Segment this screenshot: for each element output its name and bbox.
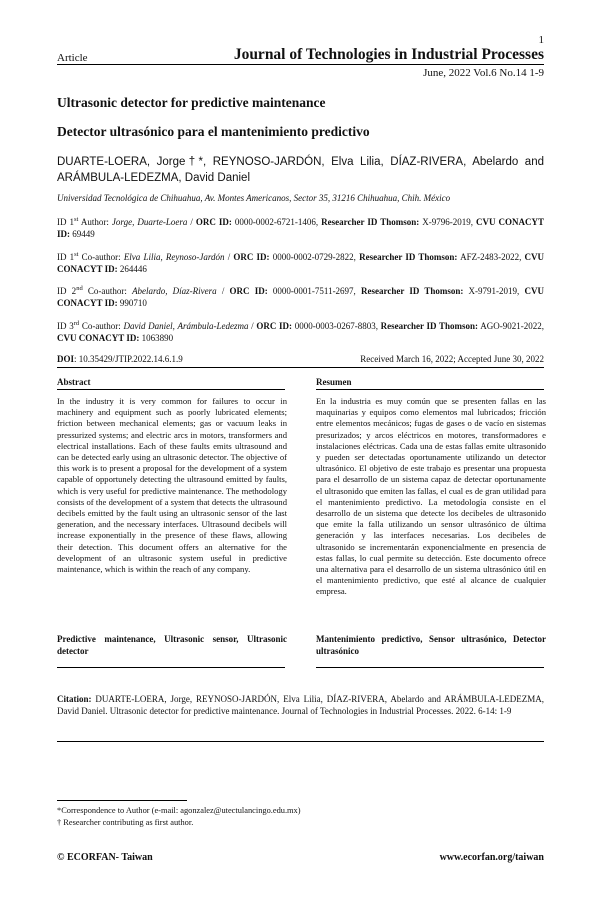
footer-url[interactable]: www.ecorfan.org/taiwan bbox=[439, 852, 544, 863]
resumen-heading: Resumen bbox=[316, 377, 352, 387]
id-prefix: ID 2 bbox=[57, 286, 77, 296]
doi-rule bbox=[57, 367, 544, 368]
header-rule bbox=[57, 64, 544, 65]
researcher-id: X-9796-2019, bbox=[419, 217, 476, 227]
doi-value: : 10.35429/JTIP.2022.14.6.1.9 bbox=[74, 354, 183, 364]
doi bbox=[57, 354, 183, 364]
cvu-id: 69449 bbox=[70, 229, 95, 239]
affiliation: Universidad Tecnológica de Chihuahua, Av. Montes Americanos, Sector 35, 31216 Chihuahua, Chih. México bbox=[57, 193, 451, 203]
orc-id: 0000-0003-0267-8803, bbox=[292, 321, 381, 331]
journal-title: Journal of Technologies in Industrial Processes bbox=[233, 46, 544, 63]
id-role: Co-author: bbox=[78, 252, 124, 262]
researcher-id: AGO-9021-2022, bbox=[478, 321, 544, 331]
id-role: Author: bbox=[78, 217, 112, 227]
author-id-1: ID 1st Author: Jorge, Duarte-Loera / ORC ID: 0000-0002-6721-1406, Researcher ID Thomson: X-9796-2019, CVU CONACYT ID: 69449 bbox=[57, 216, 544, 239]
footer-publisher: © ECORFAN- Taiwan bbox=[57, 852, 153, 863]
id-name: Jorge, Duarte-Loera bbox=[111, 217, 188, 227]
researcher-id: X-9791-2019, bbox=[463, 286, 525, 296]
page-number: 1 bbox=[538, 34, 544, 46]
cvu-id: 1063890 bbox=[139, 333, 174, 343]
cvu-label: CVU CONACYT ID: bbox=[57, 286, 544, 308]
id-prefix: ID 3 bbox=[57, 321, 74, 331]
id-ordinal: nd bbox=[76, 285, 83, 292]
orc-id: 0000-0002-6721-1406, bbox=[231, 217, 322, 227]
footnote-first-author: † Researcher contributing as first author. bbox=[57, 818, 194, 827]
id-ordinal: st bbox=[74, 216, 79, 223]
cvu-label: CVU CONACYT ID: bbox=[57, 333, 140, 343]
orc-label: ORC ID: bbox=[229, 286, 268, 296]
article-label: Article bbox=[57, 52, 88, 64]
citation bbox=[57, 693, 544, 717]
citation-rule bbox=[57, 741, 544, 742]
orc-label: ORC ID: bbox=[256, 321, 293, 331]
orc-id: 0000-0002-0729-2822, bbox=[269, 252, 360, 262]
orc-id: 0000-0001-7511-2697, bbox=[267, 286, 361, 296]
abstract-keywords: Predictive maintenance, Ultrasonic sensor, Ultrasonic detector bbox=[57, 634, 287, 656]
author-list: DUARTE-LOERA, Jorge†*, REYNOSO-JARDÓN, Elva Lilia, DÍAZ-RIVERA, Abelardo and ARÁMBULA-LEDEZMA, David Daniel bbox=[57, 156, 544, 184]
researcher-id-label: Researcher ID Thomson: bbox=[361, 286, 464, 296]
id-name: Elva Lilia, Reynoso-Jardón bbox=[123, 252, 225, 262]
abstract-bottom-rule bbox=[57, 667, 285, 668]
researcher-id-label: Researcher ID Thomson: bbox=[321, 217, 420, 227]
issue-info: June, 2022 Vol.6 No.14 1-9 bbox=[423, 67, 544, 79]
resumen-keywords: Mantenimiento predictivo, Sensor ultrasónico, Detector ultrasónico bbox=[316, 634, 546, 656]
id-prefix: ID 1 bbox=[57, 252, 75, 262]
abstract-text: In the industry it is very common for failures to occur in machinery and equipment such as poorly lubricated elements; friction between mechanical elements; gas or vacuum leaks in pressurized systems; and electric arcs in motors, transformers and electrical installations. Each of these faults emits ultrasound and can be detected early using an ultrasonic detector. The objective of this work is to present a proposal for the development of a system capable of opportunely detecting the ultrasound emitted by faults, which is very useful for predictive maintenance. The methodology consists of the development of a system that detects the ultrasound decibels emitted by the fault using an ultrasonic sensor of the last generation, and the necessary interfaces. Ultrasound decibels will increase exponentially in the presence of these flaws, allowing their detection. This document offers an alternative for the development of an ultrasonic system useful in predictive maintenance, which is within the reach of any company. bbox=[57, 396, 287, 575]
author-id-3: ID 2nd Co-author: Abelardo, Díaz-Rivera / ORC ID: 0000-0001-7511-2697, Researcher ID Thomson: X-9791-2019, CVU CONACYT ID: 990710 bbox=[57, 285, 544, 308]
resumen-bottom-rule bbox=[316, 667, 544, 668]
researcher-id-label: Researcher ID Thomson: bbox=[359, 252, 458, 262]
title-english: Ultrasonic detector for predictive maintenance bbox=[57, 95, 326, 110]
citation-label: Citation: bbox=[57, 694, 92, 704]
resumen-text: En la industria es muy común que se presenten fallas en las maquinarias y equipos como elementos mal lubricados; fricción entre elementos mecánicos; fugas de gases o de vacío en sistemas presurizados; y arcos eléctricos en motores, transformadores e instalaciones eléctricas. Cada una de estas fallas emite ultrasonido y pueden ser detectadas oportunamente utilizando un detector ultrasónico. El objetivo de este trabajo es presentar una propuesta para el desarrollo de un sistema capaz de detectar oportunamente el ultrasonido que emiten las fallas, el cual es de gran utilidad para el mantenimiento predictivo. La metodología consiste en el desarrollo de un sistema que detecte los decibeles de ultrasonido que emite la falla utilizando un sensor ultrasónico de última generación y las interfaces necesarias. Los decibeles de ultrasonido se incrementarán exponencialmente en presencia de estas fallas, lo cual permite su detección. Este documento ofrece una alternativa para el desarrollo de un sistema ultrasónico útil en el mantenimiento predictivo, que esté al alcance de cualquier empresa. bbox=[316, 396, 546, 597]
id-role: Co-author: bbox=[79, 321, 124, 331]
cvu-id: 264446 bbox=[117, 264, 147, 274]
abstract-heading: Abstract bbox=[57, 377, 91, 387]
id-prefix: ID 1 bbox=[57, 217, 75, 227]
citation-text: DUARTE-LOERA, Jorge, REYNOSO-JARDÓN, Elva Lilia, DÍAZ-RIVERA, Abelardo and ARÁMBULA-LEDEZMA, David Daniel. Ultrasonic detector for predictive maintenance. Journal of Technologies in Industrial Processes. 2022. 6-14: 1-9 bbox=[57, 694, 544, 716]
cvu-label: CVU CONACYT ID: bbox=[57, 252, 544, 274]
researcher-id-label: Researcher ID Thomson: bbox=[380, 321, 479, 331]
author-id-2: ID 1st Co-author: Elva Lilia, Reynoso-Jardón / ORC ID: 0000-0002-0729-2822, Researcher ID Thomson: AFZ-2483-2022, CVU CONACYT ID: 264446 bbox=[57, 251, 544, 274]
resumen-rule bbox=[316, 389, 544, 390]
id-name: Abelardo, Díaz-Rivera bbox=[132, 286, 217, 296]
footnote-correspondence: *Correspondence to Author (e-mail: agonzalez@utectulancingo.edu.mx) bbox=[57, 806, 301, 815]
abstract-rule bbox=[57, 389, 285, 390]
received-accepted: Received March 16, 2022; Accepted June 30, 2022 bbox=[360, 354, 544, 364]
cvu-id: 990710 bbox=[117, 298, 147, 308]
title-spanish: Detector ultrasónico para el mantenimiento predictivo bbox=[57, 124, 370, 139]
id-ordinal: st bbox=[74, 251, 79, 258]
id-role: Co-author: bbox=[82, 286, 133, 296]
id-ordinal: rd bbox=[73, 320, 80, 327]
doi-label: DOI bbox=[57, 354, 75, 364]
researcher-id: AFZ-2483-2022, bbox=[457, 252, 525, 262]
author-id-4: ID 3rd Co-author: David Daniel, Arámbula-Ledezma / ORC ID: 0000-0003-0267-8803, Researcher ID Thomson: AGO-9021-2022, CVU CONACYT ID: 1063890 bbox=[57, 320, 544, 343]
id-name: David Daniel, Arámbula-Ledezma bbox=[123, 321, 249, 331]
orc-label: ORC ID: bbox=[233, 252, 270, 262]
cvu-label: CVU CONACYT ID: bbox=[57, 217, 544, 239]
footnote-rule bbox=[57, 800, 187, 801]
orc-label: ORC ID: bbox=[195, 217, 232, 227]
